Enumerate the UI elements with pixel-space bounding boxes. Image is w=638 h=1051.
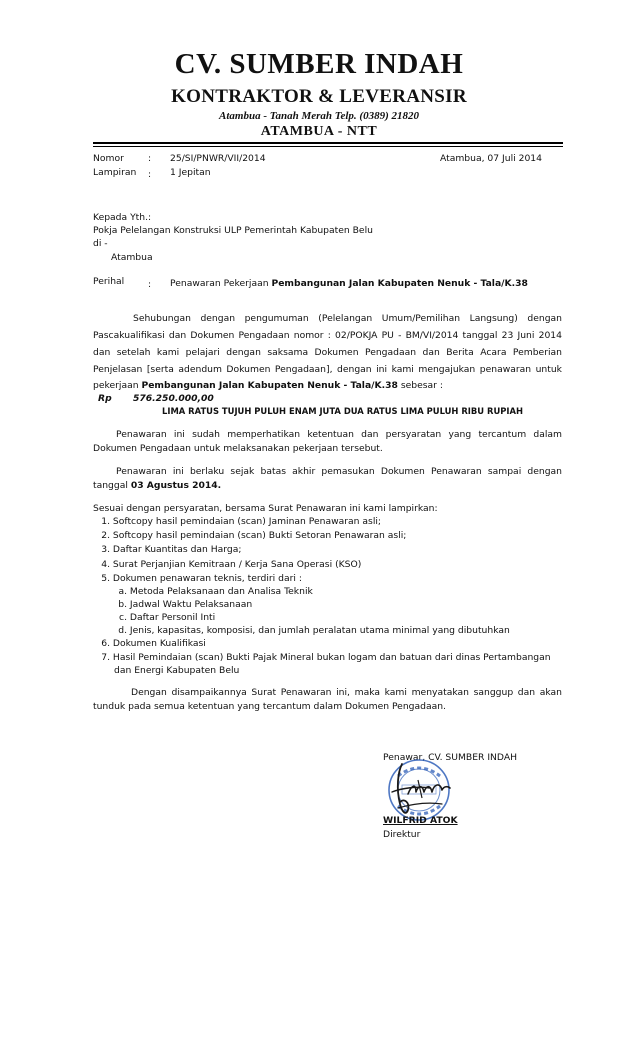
item-num: 6. bbox=[101, 638, 110, 649]
p3-prefix: tanggal bbox=[93, 480, 131, 491]
item-num: 7. bbox=[101, 652, 110, 663]
p1-last-prefix: pekerjaan bbox=[93, 380, 142, 391]
item-num: 4. bbox=[101, 559, 110, 570]
amount-value: 576.250.000,00 bbox=[133, 393, 214, 404]
p2-line-2: Dokumen Pengadaan untuk melaksanakan pekerjaan tersebut. bbox=[93, 443, 383, 454]
lampiran-value: 1 Jepitan bbox=[170, 167, 211, 178]
subitem-num: a. bbox=[118, 586, 127, 597]
signatory-title: Direktur bbox=[383, 829, 421, 840]
attach-item-1 bbox=[96, 515, 381, 528]
subject-colon: : bbox=[148, 279, 152, 290]
company-city: ATAMBUA - NTT bbox=[260, 124, 378, 139]
attach-item-7-cont: dan Energi Kabupaten Belu bbox=[114, 665, 240, 676]
p1-last-bold: Pembangunan Jalan Kabupaten Nenuk - Tala/K.38 bbox=[141, 380, 398, 391]
signatory-name: WILFRID ATOK bbox=[383, 815, 458, 826]
handwritten-signature-icon bbox=[378, 758, 458, 820]
attach-item-2 bbox=[96, 529, 406, 542]
p3-line-1: Penawaran ini berlaku sejak batas akhir pemasukan Dokumen Penawaran sampai dengan bbox=[116, 466, 562, 477]
letterhead-rule-thick bbox=[93, 142, 563, 144]
p2-line-1: Penawaran ini sudah memperhatikan ketentuan dan persyaratan yang tercantum dalam bbox=[116, 429, 562, 440]
recipient-di: di - bbox=[93, 238, 108, 249]
subitem-text: Daftar Personil Inti bbox=[129, 612, 216, 623]
subitem-num: c. bbox=[119, 612, 127, 623]
subject-bold: Pembangunan Jalan Kabupaten Nenuk - Tala/K.38 bbox=[271, 278, 528, 289]
amount-label: Rp bbox=[98, 393, 112, 404]
subitem-num: b. bbox=[118, 599, 127, 610]
p4-line-2: tunduk pada semua ketentuan yang tercantum dalam Dokumen Pengadaan. bbox=[93, 701, 446, 712]
nomor-value: 25/SI/PNWR/VII/2014 bbox=[170, 153, 266, 164]
subitem-text: Metoda Pelaksanaan dan Analisa Teknik bbox=[129, 586, 313, 597]
item-num: 2. bbox=[101, 530, 110, 541]
subject-prefix: Penawaran Pekerjaan bbox=[170, 278, 272, 289]
attach-item-4 bbox=[96, 558, 361, 571]
amount-words: LIMA RATUS TUJUH PULUH ENAM JUTA DUA RATUS LIMA PULUH RIBU RUPIAH bbox=[162, 406, 523, 416]
item-text: Dokumen penawaran teknis, terdiri dari : bbox=[112, 573, 302, 584]
attach-item-5 bbox=[96, 572, 302, 585]
company-subtitle: KONTRAKTOR & LEVERANSIR bbox=[171, 86, 467, 107]
subitem-text: Jadwal Waktu Pelaksanaan bbox=[129, 599, 253, 610]
attach-intro: Sesuai dengan persyaratan, bersama Surat Penawaran ini kami lampirkan: bbox=[93, 503, 438, 514]
recipient-name: Pokja Pelelangan Konstruksi ULP Pemerintah Kabupaten Belu bbox=[93, 225, 373, 236]
attach-subitem-a bbox=[113, 585, 313, 598]
item-num: 3. bbox=[101, 544, 110, 555]
item-text: Softcopy hasil pemindaian (scan) Bukti Setoran Penawaran asli; bbox=[112, 530, 407, 541]
p1-line-5 bbox=[93, 379, 443, 392]
attach-subitem-b bbox=[113, 598, 252, 611]
attach-subitem-c bbox=[113, 611, 215, 624]
nomor-colon: : bbox=[148, 153, 152, 164]
company-address: Atambua - Tanah Merah Telp. (0389) 21820 bbox=[219, 110, 419, 122]
item-text: Hasil Pemindaian (scan) Bukti Pajak Mineral bukan logam dan batuan dari dinas Pertambangan bbox=[112, 652, 551, 663]
attach-subitem-d bbox=[113, 624, 510, 637]
subject-text bbox=[170, 277, 528, 290]
item-text: Surat Perjanjian Kemitraan / Kerja Sana Operasi (KSO) bbox=[112, 559, 362, 570]
lampiran-colon: : bbox=[148, 169, 152, 180]
recipient-greeting: Kepada Yth.: bbox=[93, 212, 152, 223]
subitem-num: d. bbox=[118, 625, 127, 636]
item-text: Daftar Kuantitas dan Harga; bbox=[112, 544, 242, 555]
p1-line-3: dan setelah kami pelajari dengan saksama Dokumen Pengadaan dan Berita Acara Pemberian bbox=[93, 347, 562, 358]
p1-line-4: Penjelasan [serta adendum Dokumen Pengadaan], dengan ini kami mengajukan penawaran untuk bbox=[93, 364, 562, 375]
nomor-label: Nomor bbox=[93, 153, 124, 164]
subitem-text: Jenis, kapasitas, komposisi, dan jumlah peralatan utama minimal yang dibutuhkan bbox=[129, 625, 510, 636]
signature-header: Penawar, CV. SUMBER INDAH bbox=[383, 752, 518, 763]
recipient-city: Atambua bbox=[111, 252, 153, 263]
p1-line-2: Pascakualifikasi dan Dokumen Pengadaan nomor : 02/POKJA PU - BM/VI/2014 tanggal 23 Juni 2014 bbox=[93, 330, 562, 341]
place-date: Atambua, 07 Juli 2014 bbox=[440, 153, 542, 164]
p1-line-1: Sehubungan dengan pengumuman (Pelelangan Umum/Pemilihan Langsung) dengan bbox=[133, 313, 562, 324]
subject-label: Perihal bbox=[93, 276, 125, 287]
attach-item-6 bbox=[96, 637, 206, 650]
item-text: Softcopy hasil pemindaian (scan) Jaminan Penawaran asli; bbox=[112, 516, 382, 527]
attach-item-7 bbox=[96, 651, 551, 664]
letterhead-rule-thin bbox=[93, 146, 563, 147]
p1-last-suffix: sebesar : bbox=[397, 380, 443, 391]
p3-line-2 bbox=[93, 479, 221, 492]
item-num: 1. bbox=[101, 516, 110, 527]
item-num: 5. bbox=[101, 573, 110, 584]
p3-bold: 03 Agustus 2014. bbox=[130, 480, 222, 491]
p4-line-1: Dengan disampaikannya Surat Penawaran ini, maka kami menyatakan sanggup dan akan bbox=[131, 687, 562, 698]
lampiran-label: Lampiran bbox=[93, 167, 137, 178]
company-name: CV. SUMBER INDAH bbox=[174, 48, 464, 80]
item-text: Dokumen Kualifikasi bbox=[112, 638, 206, 649]
attach-item-3 bbox=[96, 543, 241, 556]
